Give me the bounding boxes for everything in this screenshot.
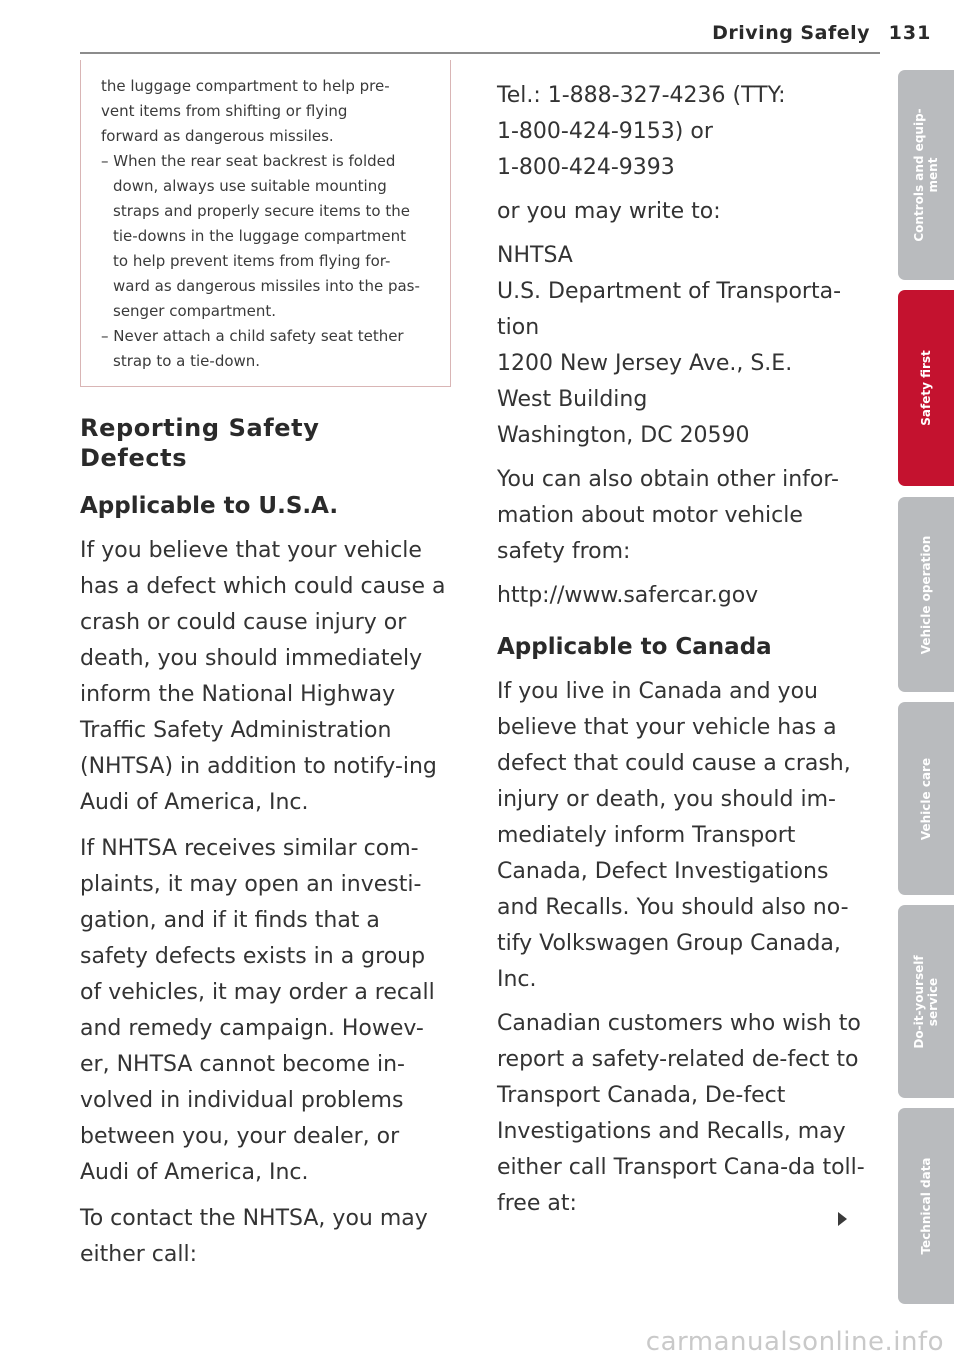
tab-vehicle-operation[interactable]: Vehicle operation [898, 497, 954, 692]
paragraph: To contact the NHTSA, you may either call: [80, 1206, 428, 1267]
warning-line: tie-downs in the luggage compartment [113, 227, 407, 245]
warning-line: the luggage compartment to help pre- [101, 77, 390, 95]
tab-do-it-yourself-service[interactable]: Do-it-yourself service [898, 905, 954, 1098]
warning-box [80, 60, 451, 387]
page-header-title: Driving Safely [712, 22, 870, 44]
warning-item [101, 149, 430, 324]
subheading-canada: Applicable to Canada [497, 634, 772, 660]
paragraph: If you believe that your vehicle has a defect which could cause a crash or could cause injury or death, you should immediately inform the National Highway Traffic Safety Administration (NHTSA) in addition to notify-ing Audi of America, Inc. [80, 538, 446, 815]
warning-item [101, 324, 430, 374]
warning-line: vent items from shifting or flying [101, 102, 348, 120]
warning-line: – When the rear seat backrest is folded [101, 152, 396, 170]
address-block: NHTSA U.S. Department of Transporta- tion 1200 New Jersey Ave., S.E. West Building Washington, DC 20590 [497, 243, 842, 448]
warning-line: straps and properly secure items to the [113, 202, 410, 220]
phone-block: Tel.: 1-888-327-4236 (TTY: 1-800-424-9153) or 1-800-424-9393 [497, 83, 786, 180]
subheading-usa: Applicable to U.S.A. [80, 493, 339, 519]
warning-line: – Never attach a child safety seat tether [101, 327, 404, 345]
paragraph: If you live in Canada and you believe that your vehicle has a defect that could cause a crash, injury or death, you should im-mediately inform Transport Canada, Defect Investigations and Recalls. You should also no-tify Volkswagen Group Canada, Inc. [497, 679, 851, 992]
write-intro: or you may write to: [497, 199, 721, 224]
warning-line: senger compartment. [113, 302, 277, 320]
page-number: 131 [888, 22, 932, 44]
left-column [80, 60, 450, 1283]
tab-controls-and-equipment[interactable]: Controls and equip- ment [898, 70, 954, 280]
right-column [497, 78, 867, 1230]
warning-line: ward as dangerous missiles into the pas- [113, 277, 420, 295]
header-divider [80, 52, 880, 54]
warning-line: to help prevent items from flying for- [113, 252, 391, 270]
warning-line: down, always use suitable mounting [113, 177, 387, 195]
safercar-link[interactable]: http://www.safercar.gov [497, 583, 759, 608]
tab-technical-data[interactable]: Technical data [898, 1108, 954, 1304]
warning-continuation [101, 74, 430, 149]
paragraph: You can also obtain other infor-mation about motor vehicle safety from: [497, 467, 839, 564]
continue-arrow-icon [838, 1212, 847, 1226]
tab-vehicle-care[interactable]: Vehicle care [898, 702, 954, 895]
warning-line: strap to a tie-down. [113, 352, 261, 370]
watermark: carmanualsonline.info [645, 1327, 944, 1357]
paragraph: Canadian customers who wish to report a safety-related de-fect to Transport Canada, De-fect Investigations and Recalls, may either call Transport Cana-da toll-free at: [497, 1011, 865, 1216]
section-title: Reporting Safety Defects [80, 414, 320, 472]
warning-line: forward as dangerous missiles. [101, 127, 334, 145]
tab-safety-first[interactable]: Safety first [898, 290, 954, 486]
paragraph: If NHTSA receives similar com-plaints, it may open an investi-gation, and if it finds that a safety defects exists in a group of vehicles, it may order a recall and remedy campaign. Howev-er, NHTSA cannot become in-volved in individual problems between you, your dealer, or Audi of America, Inc. [80, 836, 435, 1185]
